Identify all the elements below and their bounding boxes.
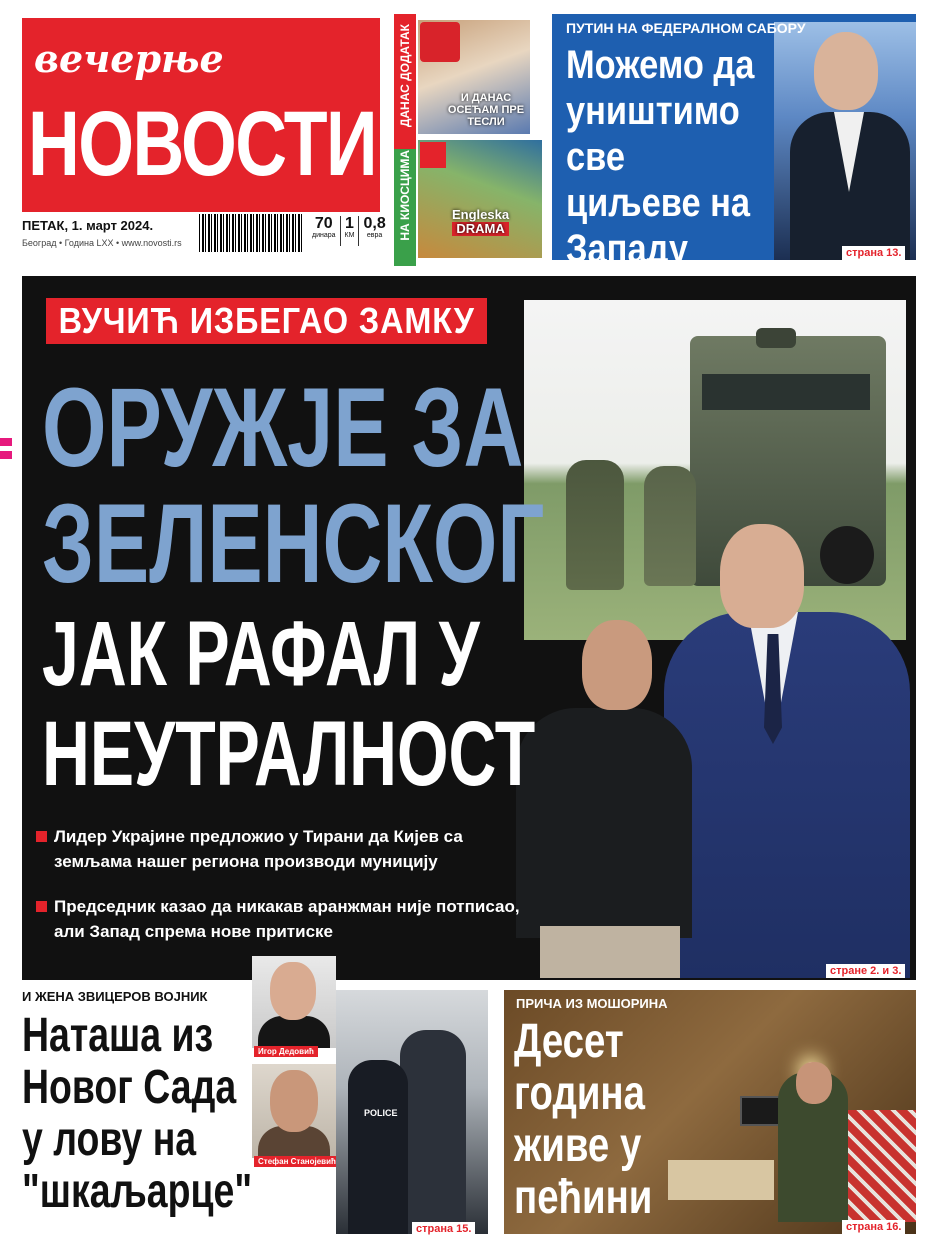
edge-color-mark <box>0 438 12 464</box>
supplement-strip-bottom-text: НА КИОСЦИМА <box>398 150 412 241</box>
soldier-figure <box>644 466 696 586</box>
truck-windshield <box>702 374 870 410</box>
price-km: 1 КМ <box>344 215 355 239</box>
masthead-subline: Београд • Година LXX • www.novosti.rs <box>22 238 182 248</box>
price-divider <box>358 216 359 246</box>
headline-line: година <box>514 1067 645 1120</box>
magazine2-line1: Engleska <box>452 207 510 222</box>
headline-line: "шкаљарце" <box>22 1165 253 1218</box>
cave-story-headline <box>514 1016 658 1224</box>
portrait-2-head <box>270 1070 318 1132</box>
dateline: ПЕТАК, 1. март 2024. <box>22 218 154 233</box>
magazine2-line2: DRAMA <box>452 222 509 236</box>
headline-line: пећини <box>514 1171 653 1224</box>
main-headline-blue <box>42 365 545 606</box>
cave-bed <box>838 1110 916 1222</box>
main-headline-blue-line2: ЗЕЛЕНСКОГ <box>42 481 545 606</box>
police-figure <box>348 1060 408 1234</box>
price-eur: 0,8 евра <box>363 215 386 239</box>
headline-line: Новог Сада <box>22 1061 237 1114</box>
bottom-left-kicker: И ЖЕНА ЗВИЦЕРОВ ВОЈНИК <box>22 989 208 1004</box>
headline-line: Наташа из <box>22 1009 214 1062</box>
portrait-1-head <box>270 962 316 1020</box>
main-headline-white-line2: НЕУТРАЛНОСТ <box>42 703 536 805</box>
main-story-bullet <box>36 894 536 944</box>
main-headline-white <box>42 604 535 804</box>
portrait-caption-2: Стефан Станојевић <box>254 1156 340 1167</box>
logo-small-text: вечерње <box>34 36 224 81</box>
putin-story-headline: Можемо да уништимо све циљеве на Западу <box>566 43 755 271</box>
putin-story-page-ref: страна 13. <box>842 246 905 260</box>
police-vest-label: POLICE <box>364 1108 398 1118</box>
barcode <box>199 214 303 252</box>
price-list <box>312 216 386 246</box>
zelensky-figure-pants <box>540 926 680 978</box>
vucic-figure-head <box>720 524 804 628</box>
police-figure <box>400 1030 466 1234</box>
bottom-left-page-ref: страна 15. <box>412 1222 475 1236</box>
zelensky-figure-sweater <box>516 708 692 938</box>
truck-turret <box>756 328 796 348</box>
truck-wheel <box>820 526 874 584</box>
main-headline-white-line1: ЈАК РАФАЛ У <box>42 603 480 705</box>
logo-big-text: НОВОСТИ <box>28 93 377 195</box>
putin-story-kicker: ПУТИН НА ФЕДЕРАЛНОМ САБОРУ <box>566 20 806 36</box>
magazine-logo <box>420 22 460 62</box>
zelensky-figure-head <box>582 620 652 710</box>
main-story-page-ref: стране 2. и 3. <box>826 964 905 978</box>
headline-line: живе у <box>514 1119 642 1172</box>
price-divider <box>340 216 341 246</box>
headline-line: Десет <box>514 1015 624 1068</box>
soldier-figure <box>566 460 624 590</box>
supplement-strip-top-text: ДАНАС ДОДАТАК <box>398 24 412 128</box>
cave-story-kicker: ПРИЧА ИЗ МОШОРИНА <box>516 996 668 1011</box>
headline-line: у лову на <box>22 1113 197 1166</box>
magazine1-cover-text: И ДАНАС ОСЕЋАМ ПРЕ ТЕСЛИ <box>447 92 525 128</box>
putin-photo-head <box>814 32 878 110</box>
bullet-text: Председник казао да никакав аранжман није потписао, али Запад спрема нове притиске <box>54 897 520 941</box>
bullet-text: Лидер Украјине предложио у Тирани да Кијев са земљама нашег региона производи муницију <box>54 827 463 871</box>
cave-person-head <box>796 1062 832 1104</box>
bottom-left-headline[interactable] <box>22 1010 256 1218</box>
main-story-kicker: ВУЧИЋ ИЗБЕГАО ЗАМКУ <box>46 298 487 344</box>
magazine2-cover-text <box>452 208 509 236</box>
portrait-1-shoulders <box>258 1016 330 1048</box>
price-rsd: 70 динара <box>312 215 336 239</box>
main-story-bullet <box>36 824 536 874</box>
main-headline-blue-line1: ОРУЖЈЕ ЗА <box>42 365 524 490</box>
cave-table <box>668 1160 774 1200</box>
cave-story-page-ref: страна 16. <box>842 1220 905 1234</box>
magazine-logo <box>420 142 446 168</box>
portrait-caption-1: Игор Дедовић <box>254 1046 318 1057</box>
